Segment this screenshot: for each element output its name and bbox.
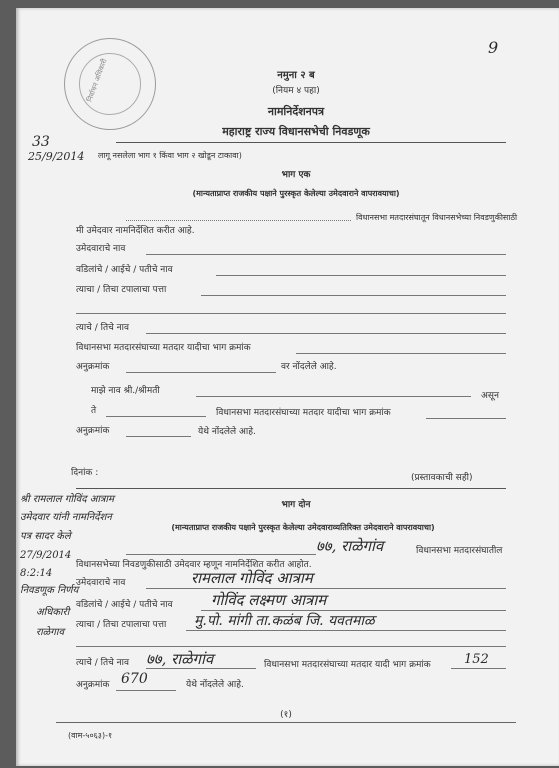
p1-constituency-label: विधानसभा मतदारसंघातून विधानसभेच्या निवडणुकीसाठी (356, 213, 518, 222)
p2-candidate-name-value: रामलाल गोविंद आत्राम (191, 569, 313, 587)
rule-reference: (नियम ४ पहा) (272, 86, 320, 96)
p1-serial-label: अनुक्रमांक (76, 362, 110, 372)
part-two-heading: भाग दोन (281, 500, 311, 510)
margin-time: 8:2:14 (20, 568, 53, 579)
part-one-subheading: (मान्यताप्राप्त राजकीय पक्षाने पुरस्कृत केलेल्या उमेदवाराने वापरावयाचा) (192, 189, 400, 198)
margin-note-1: श्री रामलाल गोविंद आत्राम (20, 494, 115, 505)
p2-constituency-value: ७७, राळेगांव (316, 537, 384, 555)
p2-address-line (186, 630, 506, 631)
p1-my-name-label: माझे नाव श्री./श्रीमती (91, 386, 160, 396)
p1-address-line-2 (76, 313, 506, 314)
margin-date-2: 27/9/2014 (20, 550, 72, 561)
form-page (16, 8, 559, 766)
p2-nominate-text: विधानसभेच्या निवडणुकीसाठी उमेदवार म्हणून नामनिर्देशित करीत आहोत. (76, 560, 312, 570)
p1-candidate-name-label: उमेदवाराचे नाव (76, 244, 126, 254)
p1-registered-there-text: येथे नोंदलेले आहे. (198, 427, 256, 437)
p1-serial-line-2 (126, 436, 191, 437)
p2-part-number-value: 152 (464, 652, 489, 667)
page-number: 9 (488, 38, 499, 57)
p2-constituency-line (126, 554, 316, 555)
p2-address-line-2 (76, 646, 506, 647)
p2-address-label: त्याचा / तिचा टपालाचा पत्ता (76, 620, 167, 630)
p2-constituency-label: विधानसभा मतदारसंघातील (416, 546, 503, 556)
part-one-heading: भाग एक (281, 170, 311, 180)
p1-constituency-line (126, 220, 351, 221)
official-seal (64, 38, 156, 130)
margin-note-3: पत्र सादर केले (20, 531, 71, 542)
footer-rule (56, 722, 516, 723)
p1-father-name-label: वडिलांचे / आईचे / पतीचे नाव (76, 265, 173, 275)
p1-his-her-name-label: त्याचे / तिचे नाव (76, 323, 129, 333)
p1-voter-list-label: विधानसभा मतदारसंघाच्या मतदार यादीचा भाग क्रमांक (76, 343, 251, 353)
p2-voter-list-label: विधानसभा मतदारसंघाच्या मतदार यादी भाग क्रमांक (264, 660, 431, 670)
instruction: लागू नसलेला भाग १ किंवा भाग २ खोडून टाकावा) (98, 151, 242, 160)
p1-serial-line (126, 372, 276, 373)
footer-code: (वाम-५०६३)-१ (68, 731, 113, 740)
p2-candidate-name-line (146, 588, 506, 589)
p1-registered-text: वर नोंदलेले आहे. (281, 362, 337, 372)
p2-father-name-value: गोविंद लक्ष्मण आत्राम (211, 591, 327, 609)
p1-te-text: ते (91, 406, 97, 416)
p2-his-her-name-value: ७७, राळेगांव (146, 650, 214, 668)
p2-candidate-name-label: उमेदवाराचे नाव (76, 578, 126, 588)
margin-note-5: अधिकारी (36, 607, 70, 618)
p1-address-line (201, 295, 506, 296)
p1-voter-list-line (296, 353, 506, 354)
p2-registered-there-text: येथे नोंदलेले आहे. (186, 680, 244, 690)
p2-address-value: मु.पो. मांगी ता.कळंब जि. यवतमाळ (194, 613, 375, 629)
p1-my-name-line (196, 396, 471, 397)
p1-voter-list-line-2 (426, 418, 506, 419)
form-title: नामनिर्देशनपत्र (267, 105, 325, 118)
p2-serial-value: 670 (121, 671, 148, 687)
footer-page-number: (१) (280, 710, 292, 720)
p1-end-rule (76, 488, 506, 489)
p1-is-text: असून (481, 391, 499, 401)
p1-proposer-sign: (प्रस्तावकाची सही) (411, 473, 473, 483)
header-rule (116, 142, 506, 143)
p2-father-name-line (201, 610, 506, 611)
p1-te-line (106, 416, 206, 417)
p1-his-her-name-line (146, 333, 506, 334)
form-number: नमुना २ ब (277, 70, 315, 81)
p1-father-name-line (216, 275, 506, 276)
form-subtitle: महाराष्ट्र राज्य विधानसभेची निवडणूक (222, 125, 370, 138)
part-two-subheading: (मान्यताप्राप्त राजकीय पक्षाने पुरस्कृत केलेल्या उमेदवाराव्यतिरिक्त उमेदवाराने वापरावयाचा) (171, 523, 435, 532)
p1-candidate-name-line (146, 254, 506, 255)
margin-note-2: उमेदवार यांनी नामनिर्देशन (20, 512, 112, 523)
margin-note-6: राळेगाव (36, 627, 65, 638)
p1-serial-label-2: अनुक्रमांक (76, 426, 110, 436)
p2-serial-line (116, 690, 176, 691)
p2-voter-list-line (451, 668, 506, 669)
margin-date: 25/9/2014 (28, 150, 85, 163)
margin-note-4: निवडणूक निर्णय (20, 585, 79, 596)
p2-his-her-name-line (146, 668, 256, 669)
p2-father-name-label: वडिलांचे / आईचे / पतीचे नाव (76, 600, 173, 610)
p1-address-label: त्याचा / तिचा टपालाचा पत्ता (76, 285, 167, 295)
p1-voter-list-label-2: विधानसभा मतदारसंघाच्या मतदार यादीचा भाग क्रमांक (216, 408, 391, 418)
margin-number: 33 (32, 134, 50, 150)
seal-text: निर्वाचन अधिकारी (85, 57, 109, 103)
p2-his-her-name-label: त्याचे / तिचे नाव (76, 658, 129, 668)
p1-date-label: दिनांक : (71, 468, 99, 478)
p2-serial-label: अनुक्रमांक (76, 680, 110, 690)
p1-nominate-text: मी उमेदवार नामनिर्देशित करीत आहे. (76, 226, 195, 236)
